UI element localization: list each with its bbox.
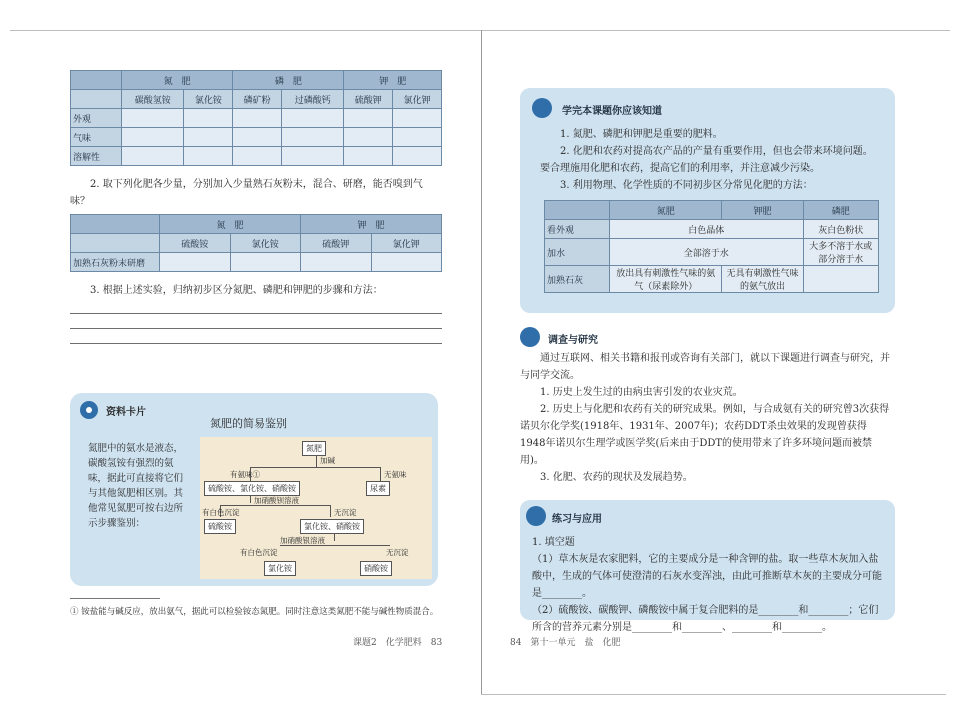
flow-label: 加碱: [320, 456, 335, 465]
flow-node: 尿素: [366, 481, 390, 496]
info-card-text: 氮肥中的氨水是液态，碳酸氢铵有强烈的氨味，据此可直接将它们与其他氮肥相区别。其他常见氮肥可按右边所示步骤鉴别：: [88, 443, 184, 529]
top-rule: [10, 30, 950, 31]
info-card-title: 资料卡片: [106, 407, 146, 418]
flow-label: 无氨味: [384, 470, 407, 479]
research-intro: 通过互联网、相关书籍和报刊或咨询有关部门，就以下课题进行调查与研究，并与同学交流。: [520, 353, 890, 381]
col-header: 氯化铵: [230, 234, 301, 253]
research-title: 调查与研究: [548, 335, 598, 346]
identification-flowchart: [200, 437, 432, 579]
flow-node: 硫酸铵: [204, 519, 236, 534]
row-label: 溶解性: [71, 147, 122, 166]
info-card-icon: [80, 401, 98, 419]
practice-panel: [520, 500, 895, 633]
flow-label: 有白色沉淀: [240, 548, 278, 557]
summary-list: [540, 126, 880, 194]
flow-label: 无沉淀: [334, 508, 357, 517]
group-header: 钾 肥: [344, 71, 442, 90]
practice-item: （1）草木灰是农家肥料，它的主要成分是一种含钾的盐。取一些草木灰加入盐酸中，生成的气体可使澄清的石灰水变浑浊，由此可推断草木灰的主要成分可能是________。: [532, 554, 882, 599]
group-header: 氮 肥: [160, 215, 301, 234]
footnote-rule: [70, 598, 160, 599]
col-header: 钾肥: [722, 201, 803, 220]
summary-icon: [532, 98, 552, 118]
row-label: 加熟石灰粉末研磨: [71, 253, 160, 272]
col-header: 氯化铵: [184, 90, 233, 109]
page-footer-left: 课题2 化学肥料 83: [353, 638, 443, 648]
group-header: 氮 肥: [122, 71, 233, 90]
smell-table: [70, 214, 442, 272]
research-icon: [520, 327, 540, 347]
row-label: 气味: [71, 128, 122, 147]
fertilizer-compare-table: 氮肥 钾肥 磷肥 看外观 白色晶体 灰白色粉状 加水 全部溶于水 大多不溶于水或部分溶于水 加熟石灰 放出具有刺激性气味的氨气（尿素除外） 无具有刺激性气味的氨气放出: [544, 200, 879, 293]
info-card: [70, 393, 438, 586]
row-label: 外观: [71, 109, 122, 128]
practice-icon: [526, 506, 546, 526]
left-page: [70, 70, 442, 344]
practice-body: [532, 534, 884, 636]
info-card-heading: 氮肥的简易鉴别: [210, 417, 287, 430]
summary-item: 2. 化肥和农药对提高农产品的产量有重要作用，但也会带来环境问题。要合理施用化肥和农药，提高它们的利用率，并注意减少污染。: [540, 146, 873, 174]
flow-label: 有白色沉淀: [202, 508, 240, 517]
col-header: 氮肥: [610, 201, 722, 220]
page-footer-right: 84 第十一单元 盐 化肥: [510, 638, 621, 648]
flow-node: 硝酸铵: [360, 561, 392, 576]
question-3: 3. 根据上述实验，归纳初步区分氮肥、磷肥和钾肥的步骤和方法：: [90, 285, 383, 296]
research-item: 2. 历史上与化肥和农药有关的研究成果。例如，与合成氨有关的研究曾3次获得诺贝尔化学奖(1918年、1931年、2007年)；农药DDT杀虫效果的发现曾获得1948年诺贝尔生理学或医学奖(后来由于DDT的使用带来了许多环境问题而被禁用)。: [520, 404, 890, 466]
research-item: 1. 历史上发生过的由病虫害引发的农业灾荒。: [540, 387, 743, 398]
practice-title: 练习与应用: [552, 514, 602, 525]
appearance-table: [70, 70, 442, 166]
col-header: 硫酸钾: [301, 234, 372, 253]
flow-label: 加硝酸银溶液: [280, 536, 325, 545]
col-header: 氯化钾: [393, 90, 442, 109]
research-item: 3. 化肥、农药的现状及发展趋势。: [540, 472, 693, 483]
flow-node: 硫酸铵、氯化铵、硝酸铵: [204, 481, 300, 496]
col-header: 磷肥: [803, 201, 879, 220]
group-header: 钾 肥: [301, 215, 442, 234]
col-header: 氯化钾: [371, 234, 442, 253]
research-body: [520, 350, 892, 486]
flow-label: 加硝酸钡溶液: [254, 496, 299, 505]
answer-line: [70, 328, 442, 329]
answer-line: [70, 313, 442, 314]
group-header: 磷 肥: [233, 71, 344, 90]
col-header: 磷矿粉: [233, 90, 282, 109]
summary-item: 3. 利用物理、化学性质的不同初步区分常见化肥的方法：: [560, 180, 813, 191]
bottom-rule: [481, 694, 946, 695]
row-label: 加水: [545, 239, 610, 266]
flow-node: 氯化铵: [264, 561, 296, 576]
flow-node: 氮肥: [302, 441, 326, 456]
summary-item: 1. 氮肥、磷肥和钾肥是重要的肥料。: [560, 129, 723, 140]
col-header: 碳酸氢铵: [122, 90, 184, 109]
summary-panel: [520, 88, 895, 313]
col-header: 硫酸铵: [160, 234, 231, 253]
row-label: 加熟石灰: [545, 266, 610, 293]
col-header: 过磷酸钙: [281, 90, 343, 109]
row-label: 看外观: [545, 220, 610, 239]
footnote: ① 铵盐能与碱反应，放出氨气，据此可以检验铵态氮肥。同时注意这类氮肥不能与碱性物质混合。: [70, 607, 439, 617]
question-2: 2. 取下列化肥各少量，分别加入少量熟石灰粉末，混合、研磨，能否嗅到气味？: [70, 179, 423, 207]
practice-item: （2）硫酸铵、碳酸钾、磷酸铵中属于复合肥料的是________和________；它们所含的营养元素分别是________和________、________和________。: [532, 605, 879, 633]
summary-title: 学完本课题你应该知道: [562, 106, 662, 117]
flow-label: 有氨味①: [230, 470, 260, 479]
book-spine: [481, 30, 482, 695]
flow-node: 氯化铵、硝酸铵: [300, 519, 364, 534]
practice-question: 1. 填空题: [532, 537, 575, 548]
flow-label: 无沉淀: [386, 548, 409, 557]
col-header: 硫酸钾: [344, 90, 393, 109]
answer-line: [70, 343, 442, 344]
